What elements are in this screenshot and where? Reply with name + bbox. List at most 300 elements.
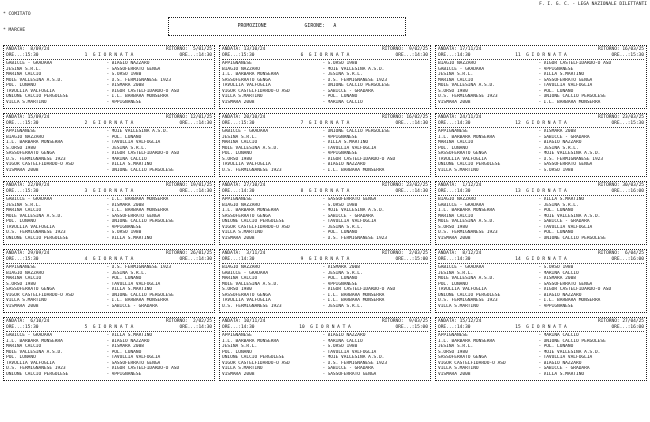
home-team: U.S. FERMIGNANESE 1923 xyxy=(222,303,282,309)
home-team: POL. LUNANO xyxy=(222,151,252,156)
away-team: APPIGNANESE xyxy=(327,281,358,287)
ritorno-date: RITORNO: 5/01/25 xyxy=(165,47,212,52)
separator-line xyxy=(438,59,644,60)
away-team: VIGOR CASTELFIDARDO-O ASD xyxy=(543,287,612,292)
away-team: JESINA S.R.L. xyxy=(327,303,363,309)
matchday-number: 12 G I O R N A T A xyxy=(515,120,567,126)
vs-dash: - xyxy=(322,349,326,355)
home-team: POL. LUNANO xyxy=(6,83,36,88)
away-team: MARINA CALCIO xyxy=(111,156,147,162)
vs-dash: - xyxy=(106,344,110,349)
matchday-times xyxy=(6,325,212,331)
away-team: SASSOFERRATO GENGA xyxy=(327,197,377,202)
home-team: APPIGNANESE xyxy=(6,265,36,270)
match-row xyxy=(6,236,212,242)
matchday-number: 7 G I O R N A T A xyxy=(300,120,350,126)
ritorno-date: RITORNO: 16/03/25 xyxy=(597,47,644,52)
away-team: UNIONE CALCIO PERGOLESE xyxy=(543,338,606,344)
andata-time: ORE...:14:30 xyxy=(438,52,471,58)
vs-dash: - xyxy=(322,224,326,230)
home-team: S.ORSO 1980 xyxy=(222,287,252,292)
separator-line xyxy=(222,127,428,128)
away-team: MARINA CALCIO xyxy=(543,270,579,276)
home-team: GABICCE - GRADARA xyxy=(6,197,53,202)
vs-dash: - xyxy=(106,366,110,371)
committee-line: * COMITATO xyxy=(3,12,31,18)
away-team: JESINA S.R.L. xyxy=(327,72,363,77)
home-team: VIGOR CASTELFIDARDO-O ASD xyxy=(222,360,290,366)
home-team: TAVULLIA VALFOGLIA xyxy=(6,88,55,94)
home-team: UNIONE CALCIO PERGOLESE xyxy=(438,292,501,298)
andata-time: ORE...:14:30 xyxy=(438,324,471,330)
home-team: JESINA S.R.L. xyxy=(6,66,42,72)
matchday-times xyxy=(6,53,212,59)
home-team: BIAGIO NAZZARO xyxy=(222,66,260,72)
home-team: TAVULLIA VALFOGLIA xyxy=(222,298,271,303)
away-team: TAVULLIA VALFOGLIA xyxy=(543,83,593,88)
vs-dash: - xyxy=(538,140,542,145)
away-team: U.S. FERMIGNANESE 1923 xyxy=(327,360,388,366)
away-team: POL. LUNANO xyxy=(111,134,142,140)
match-row xyxy=(6,304,212,310)
andata-time: ORE...:14:30 xyxy=(222,256,255,262)
andata-date: ANDATA: 15/09/24 xyxy=(6,115,50,120)
separator-line xyxy=(438,263,644,264)
home-team: VISMARA 2008 xyxy=(6,167,39,173)
away-team: POL. LUNANO xyxy=(111,276,142,281)
away-team: GABICCE - GRADARA xyxy=(543,219,590,224)
vs-dash: - xyxy=(106,83,110,88)
home-team: U.S. FERMIGNANESE 1923 xyxy=(438,298,498,303)
away-team: POL. LUNANO xyxy=(111,349,142,355)
home-team: S.ORSO 1980 xyxy=(6,281,36,287)
home-team: MOIE VALLESINA A.S.D. xyxy=(222,281,279,287)
home-team: APPIGNANESE xyxy=(438,333,468,338)
home-team: VILLA S.MARTINO xyxy=(6,99,47,105)
away-team: VILLA S.MARTINO xyxy=(111,287,153,292)
matchday-times xyxy=(222,53,428,59)
home-team: BIAGIO NAZZARO xyxy=(438,197,476,202)
home-team: TAVULLIA VALFOGLIA xyxy=(438,156,487,162)
home-team: JESINA S.R.L. xyxy=(438,72,474,77)
away-team: VILLA S.MARTINO xyxy=(111,333,153,338)
home-team: VISMARA 2008 xyxy=(6,303,39,309)
federation-header: F. I. G. C. - LEGA NAZIONALE DILETTANTI xyxy=(539,2,647,7)
away-team: TAVULLIA VALFOGLIA xyxy=(327,145,377,151)
matchday-times xyxy=(438,53,644,59)
andata-time: ORE...:14:30 xyxy=(438,256,471,262)
away-team: POL. LUNANO xyxy=(543,88,574,94)
vs-dash: - xyxy=(322,333,326,338)
home-team: UNIONE CALCIO PERGOLESE xyxy=(222,219,285,224)
andata-date: ANDATA: 17/11/24 xyxy=(438,47,482,52)
matchday-times xyxy=(438,257,644,263)
vs-dash: - xyxy=(106,219,110,224)
vs-dash: - xyxy=(538,224,542,230)
matchday-number: 9 G I O R N A T A xyxy=(300,256,350,262)
vs-dash: - xyxy=(538,88,542,94)
away-team: GABICCE - GRADARA xyxy=(111,303,158,309)
away-team: APPIGNANESE xyxy=(543,66,574,72)
ritorno-time: ORE...:15:00 xyxy=(395,324,428,330)
away-team: BIAGIO NAZZARO xyxy=(327,162,366,167)
home-team: UNIONE CALCIO PERGOLESE xyxy=(6,235,69,241)
vs-dash: - xyxy=(538,287,542,292)
away-team: TAVULLIA VALFOGLIA xyxy=(327,349,377,355)
andata-time: ORE...:14:30 xyxy=(438,188,471,194)
home-team: SASSOFERRATO GENGA xyxy=(222,292,271,298)
away-team: APPIGNANESE xyxy=(543,303,574,309)
home-team: MOIE VALLESINA A.S.D. xyxy=(438,219,495,224)
home-team: GABICCE - GRADARA xyxy=(222,270,269,276)
vs-dash: - xyxy=(538,355,542,360)
home-team: U.S. FERMIGNANESE 1923 xyxy=(222,167,282,173)
vs-dash: - xyxy=(322,99,326,105)
vs-dash: - xyxy=(538,162,542,167)
andata-date: ANDATA: 6/10/24 xyxy=(6,319,50,324)
home-team: SASSOFERRATO GENGA xyxy=(438,355,487,360)
home-team: MARINA CALCIO xyxy=(6,276,42,281)
matchday-times xyxy=(222,325,428,331)
vs-dash: - xyxy=(322,235,326,241)
vs-dash: - xyxy=(106,349,110,355)
vs-dash: - xyxy=(106,129,110,134)
away-team: MOIE VALLESINA A.S.D. xyxy=(327,208,385,213)
ritorno-time: ORE...:15:30 xyxy=(611,120,644,126)
home-team: VILLA S.MARTINO xyxy=(6,298,47,303)
matchday-number: 5 G I O R N A T A xyxy=(84,324,134,330)
andata-date: ANDATA: 10/11/24 xyxy=(222,319,266,324)
home-team: POL. LUNANO xyxy=(6,219,36,224)
away-team: VISMARA 2008 xyxy=(111,344,145,349)
vs-dash: - xyxy=(322,371,326,377)
matchday-number: 10 G I O R N A T A xyxy=(299,324,351,330)
home-team: GABICCE - GRADARA xyxy=(438,265,485,270)
matchday-block xyxy=(3,317,215,381)
region-line: * MARCHE xyxy=(3,28,26,34)
home-team: S.ORSO 1980 xyxy=(438,224,468,230)
vs-dash: - xyxy=(322,167,326,173)
andata-time: ORE...:15:30 xyxy=(6,324,39,330)
home-team: MARINA CALCIO xyxy=(6,344,42,349)
home-team: SASSOFERRATO GENGA xyxy=(6,287,55,292)
vs-dash: - xyxy=(106,265,110,270)
separator-line xyxy=(222,263,428,264)
separator-line xyxy=(222,195,428,196)
home-team: APPIGNANESE xyxy=(222,197,252,202)
home-team: MOIE VALLESINA A.S.D. xyxy=(222,145,279,151)
home-team: VISMARA 2008 xyxy=(222,235,255,241)
vs-dash: - xyxy=(538,167,542,173)
vs-dash: - xyxy=(322,287,326,292)
separator-line xyxy=(438,195,644,196)
away-team: POL. LUNANO xyxy=(543,230,574,235)
vs-dash: - xyxy=(106,281,110,287)
vs-dash: - xyxy=(538,134,542,140)
vs-dash: - xyxy=(322,219,326,224)
away-team: APPIGNANESE xyxy=(327,134,358,140)
vs-dash: - xyxy=(322,298,326,303)
home-team: VIGOR CASTELFIDARDO-O ASD xyxy=(222,224,290,230)
andata-date: ANDATA: 3/11/24 xyxy=(222,251,266,256)
away-team: VIGOR CASTELFIDARDO-O ASD xyxy=(111,366,180,371)
home-team: U.S. FERMIGNANESE 1923 xyxy=(438,230,498,235)
home-team: MOIE VALLESINA A.S.D. xyxy=(6,213,63,219)
matchday-block xyxy=(219,249,431,313)
away-team: GABICCE - GRADARA xyxy=(327,213,374,219)
vs-dash: - xyxy=(538,303,542,309)
andata-time: ORE...:15:30 xyxy=(6,256,39,262)
home-team: I.L. BARBARA MONSERRA xyxy=(222,72,279,77)
vs-dash: - xyxy=(538,338,542,344)
away-team: VILLA S.MARTINO xyxy=(543,72,585,77)
away-team: I.L. BARBARA MONSERRA xyxy=(111,298,169,303)
andata-time: ORE...:14:30 xyxy=(222,188,255,194)
away-team: MARINA CALCIO xyxy=(327,338,363,344)
away-team: UNIONE CALCIO PERGOLESE xyxy=(543,235,606,241)
separator-line xyxy=(222,331,428,332)
vs-dash: - xyxy=(538,276,542,281)
away-team: POL. LUNANO xyxy=(327,230,358,235)
away-team: TAVULLIA VALFOGLIA xyxy=(111,355,161,360)
matchday-number: 1 G I O R N A T A xyxy=(84,52,134,58)
ritorno-date: RITORNO: 27/04/25 xyxy=(597,319,644,324)
vs-dash: - xyxy=(106,287,110,292)
championship-title: PROMOZIONE xyxy=(237,24,267,29)
vs-dash: - xyxy=(106,230,110,235)
vs-dash: - xyxy=(106,371,110,377)
vs-dash: - xyxy=(322,197,326,202)
matchday-block xyxy=(219,113,431,177)
match-row xyxy=(438,236,644,242)
vs-dash: - xyxy=(106,94,110,99)
vs-dash: - xyxy=(538,145,542,151)
home-team: I.L. BARBARA MONSERRA xyxy=(438,208,495,213)
separator-line xyxy=(438,127,644,128)
home-team: MARINA CALCIO xyxy=(438,140,474,145)
home-team: VIGOR CASTELFIDARDO-O ASD xyxy=(6,162,74,167)
home-team: MARINA CALCIO xyxy=(222,140,258,145)
home-team: VISMARA 2008 xyxy=(438,99,471,105)
vs-dash: - xyxy=(322,208,326,213)
home-team: VILLA S.MARTINO xyxy=(222,230,263,235)
home-team: S.ORSO 1980 xyxy=(438,349,468,355)
away-team: I.L. BARBARA MONSERRA xyxy=(327,292,385,298)
home-team: VILLA S.MARTINO xyxy=(438,167,479,173)
away-team: S.ORSO 1980 xyxy=(327,61,358,66)
separator-line xyxy=(438,331,644,332)
committee-header xyxy=(3,2,31,38)
vs-dash: - xyxy=(538,344,542,349)
away-team: UNIONE CALCIO PERGOLESE xyxy=(327,83,390,88)
away-team: MOIE VALLESINA A.S.D. xyxy=(111,129,169,134)
vs-dash: - xyxy=(538,230,542,235)
match-row xyxy=(6,100,212,106)
vs-dash: - xyxy=(538,94,542,99)
matchday-times xyxy=(6,189,212,195)
vs-dash: - xyxy=(106,88,110,94)
vs-dash: - xyxy=(106,224,110,230)
matchday-number: 2 G I O R N A T A xyxy=(84,120,134,126)
away-team: UNIONE CALCIO PERGOLESE xyxy=(111,167,174,173)
separator-line xyxy=(6,127,212,128)
home-team: U.S. FERMIGNANESE 1923 xyxy=(6,156,66,162)
vs-dash: - xyxy=(538,270,542,276)
andata-date: ANDATA: 24/11/24 xyxy=(438,115,482,120)
home-team: MOIE VALLESINA A.S.D. xyxy=(438,83,495,88)
home-team: TAVULLIA VALFOGLIA xyxy=(6,360,55,366)
ritorno-time: ORE...:14:30 xyxy=(395,52,428,58)
ritorno-time: ORE...:14:30 xyxy=(395,120,428,126)
vs-dash: - xyxy=(538,213,542,219)
home-team: BIAGIO NAZZARO xyxy=(222,202,260,208)
away-team: VISMARA 2008 xyxy=(327,265,361,270)
away-team: I.L. BARBARA MONSERRA xyxy=(543,99,601,105)
andata-date: ANDATA: 15/12/24 xyxy=(438,319,482,324)
matchday-number: 3 G I O R N A T A xyxy=(84,188,134,194)
away-team: APPIGNANESE xyxy=(111,99,142,105)
ritorno-date: RITORNO: 16/02/25 xyxy=(381,115,428,120)
ritorno-date: RITORNO: 2/03/25 xyxy=(381,251,428,256)
separator-line xyxy=(6,59,212,60)
vs-dash: - xyxy=(538,197,542,202)
away-team: SASSOFERRATO GENGA xyxy=(543,281,593,287)
andata-date: ANDATA: 27/10/24 xyxy=(222,183,266,188)
away-team: JESINA S.R.L. xyxy=(543,145,579,151)
away-team: BIAGIO NAZZARO xyxy=(543,140,582,145)
matchday-block xyxy=(3,249,215,313)
away-team: S.ORSO 1980 xyxy=(543,167,574,173)
matchday-number: 6 G I O R N A T A xyxy=(300,52,350,58)
andata-time: ORE...:14:30 xyxy=(222,324,255,330)
vs-dash: - xyxy=(322,355,326,360)
away-team: GABICCE - GRADARA xyxy=(327,366,374,371)
match-row xyxy=(438,168,644,174)
away-team: S.ORSO 1980 xyxy=(327,344,358,349)
home-team: GABICCE - GRADARA xyxy=(222,129,269,134)
away-team: MARINA CALCIO xyxy=(327,99,363,105)
away-team: I.L. BARBARA MONSERRA xyxy=(543,298,601,303)
home-team: APPIGNANESE xyxy=(222,61,252,66)
vs-dash: - xyxy=(106,333,110,338)
vs-dash: - xyxy=(322,145,326,151)
away-team: I.L. BARBARA MONSERRA xyxy=(327,167,385,173)
away-team: SASSOFERRATO GENGA xyxy=(111,213,161,219)
home-team: VIGOR CASTELFIDARDO-O ASD xyxy=(6,292,74,298)
andata-time: ORE...:15:30 xyxy=(6,52,39,58)
vs-dash: - xyxy=(106,151,110,156)
home-team: U.S. FERMIGNANESE 1923 xyxy=(438,94,498,99)
andata-time: ORE...:15:30 xyxy=(222,120,255,126)
match-row xyxy=(222,168,428,174)
vs-dash: - xyxy=(322,77,326,83)
vs-dash: - xyxy=(538,208,542,213)
andata-time: ORE...:15:30 xyxy=(6,120,39,126)
vs-dash: - xyxy=(322,94,326,99)
andata-date: ANDATA: 22/09/24 xyxy=(6,183,50,188)
away-team: JESINA S.R.L. xyxy=(543,202,579,208)
home-team: MOIE VALLESINA A.S.D. xyxy=(6,77,63,83)
andata-date: ANDATA: 1/12/24 xyxy=(438,183,482,188)
andata-date: ANDATA: 13/10/24 xyxy=(222,47,266,52)
ritorno-time: ORE...:15:00 xyxy=(395,256,428,262)
home-team: JESINA S.R.L. xyxy=(222,134,258,140)
away-team: VILLA S.MARTINO xyxy=(327,140,369,145)
vs-dash: - xyxy=(322,360,326,366)
ritorno-date: RITORNO: 23/03/25 xyxy=(597,115,644,120)
away-team: VISMARA 2008 xyxy=(543,129,577,134)
vs-dash: - xyxy=(322,202,326,208)
away-team: I.L. BARBARA MONSERRA xyxy=(111,94,169,99)
matchday-times xyxy=(6,121,212,127)
home-team: BIAGIO NAZZARO xyxy=(222,265,260,270)
vs-dash: - xyxy=(322,270,326,276)
ritorno-date: RITORNO: 19/01/25 xyxy=(165,183,212,188)
home-team: SASSOFERRATO GENGA xyxy=(222,77,271,83)
vs-dash: - xyxy=(106,156,110,162)
vs-dash: - xyxy=(322,162,326,167)
away-team: VILLA S.MARTINO xyxy=(543,197,585,202)
home-team: VISMARA 2008 xyxy=(222,99,255,105)
home-team: U.S. FERMIGNANESE 1923 xyxy=(6,366,66,371)
home-team: I.L. BARBARA MONSERRA xyxy=(438,134,495,140)
vs-dash: - xyxy=(106,167,110,173)
away-team: SASSOFERRATO GENGA xyxy=(327,371,377,377)
away-team: APPIGNANESE xyxy=(111,371,142,377)
ritorno-time: ORE...:15:30 xyxy=(611,52,644,58)
home-team: JESINA S.R.L. xyxy=(6,202,42,208)
vs-dash: - xyxy=(322,61,326,66)
vs-dash: - xyxy=(538,129,542,134)
vs-dash: - xyxy=(106,270,110,276)
andata-date: ANDATA: 29/09/24 xyxy=(6,251,50,256)
ritorno-date: RITORNO: 6/04/25 xyxy=(597,251,644,256)
home-team: MARINA CALCIO xyxy=(222,276,258,281)
ritorno-date: RITORNO: 30/03/25 xyxy=(597,183,644,188)
home-team: BIAGIO NAZZARO xyxy=(6,134,44,140)
home-team: I.L. BARBARA MONSERRA xyxy=(438,338,495,344)
home-team: VISMARA 2008 xyxy=(438,235,471,241)
group-label: GIRONE: A xyxy=(304,24,337,29)
vs-dash: - xyxy=(322,140,326,145)
home-team: VILLA S.MARTINO xyxy=(438,366,479,371)
home-team: APPIGNANESE xyxy=(222,333,252,338)
home-team: POL. LUNANO xyxy=(438,145,468,151)
away-team: TAVULLIA VALFOGLIA xyxy=(543,355,593,360)
ritorno-time: ORE...:14:30 xyxy=(179,324,212,330)
vs-dash: - xyxy=(322,66,326,72)
home-team: JESINA S.R.L. xyxy=(438,270,474,276)
home-team: GABICCE - GRADARA xyxy=(438,202,485,208)
home-team: GABICCE - GRADARA xyxy=(6,333,53,338)
matchday-times xyxy=(222,257,428,263)
away-team: POL. LUNANO xyxy=(543,344,574,349)
away-team: BIAGIO NAZZARO xyxy=(543,360,582,366)
matchday-block xyxy=(219,181,431,245)
home-team: I.L. BARBARA MONSERRA xyxy=(6,338,63,344)
vs-dash: - xyxy=(106,360,110,366)
away-team: VIGOR CASTELFIDARDO-O ASD xyxy=(111,88,180,94)
away-team: I.L. BARBARA MONSERRA xyxy=(111,197,169,202)
home-team: VILLA S.MARTINO xyxy=(222,366,263,371)
vs-dash: - xyxy=(106,72,110,77)
home-team: TAVULLIA VALFOGLIA xyxy=(6,224,55,230)
home-team: JESINA S.R.L. xyxy=(438,344,474,349)
home-team: SASSOFERRATO GENGA xyxy=(438,151,487,156)
away-team: VIGOR CASTELFIDARDO-O ASD xyxy=(543,61,612,66)
vs-dash: - xyxy=(106,61,110,66)
vs-dash: - xyxy=(538,61,542,66)
